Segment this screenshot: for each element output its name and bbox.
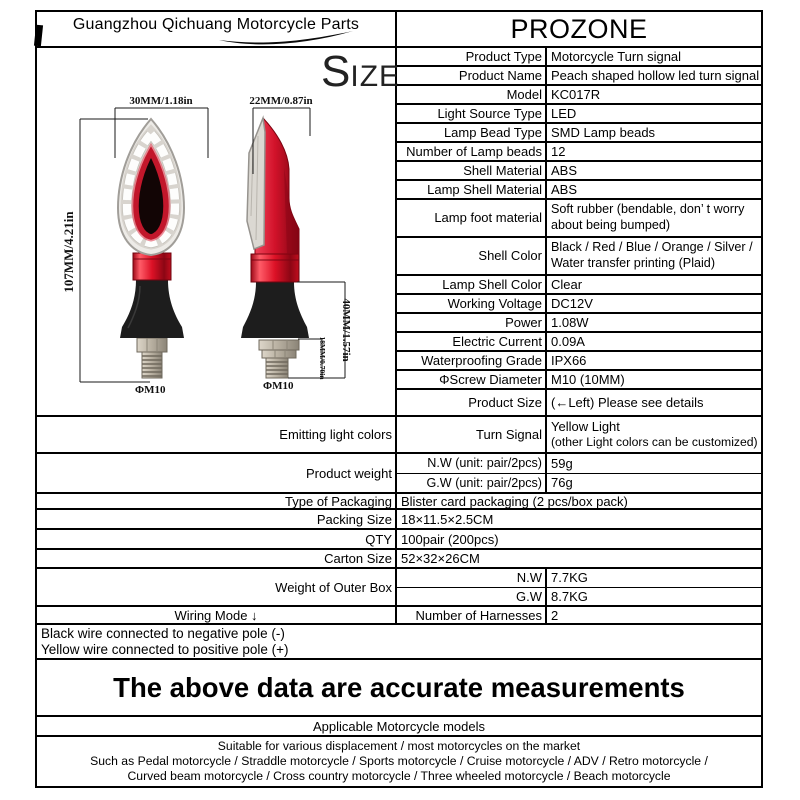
emitting-value: [547, 417, 761, 452]
spec-label: Lamp Bead Type: [397, 124, 547, 141]
table-row: [37, 494, 761, 510]
spec-value: 12: [551, 144, 566, 159]
table-row: [37, 510, 761, 530]
spec-value: 1.08W: [551, 315, 589, 330]
spec-label: Lamp foot material: [397, 200, 547, 236]
spec-value: LED: [551, 106, 577, 121]
table-row: [37, 530, 761, 550]
side-stem-label: 40MM/1.57in: [340, 298, 352, 362]
applicable-models-title: Applicable Motorcycle models: [37, 717, 761, 737]
spec-value: Black / Red / Blue / Orange / Silver / Water transfer printing (Plaid): [551, 240, 753, 270]
table-row: [397, 181, 761, 200]
spec-label: Lamp Shell Material: [397, 181, 547, 198]
spec-label: Waterproofing Grade: [397, 352, 547, 369]
carton-size-value: 52×32×26CM: [401, 551, 480, 566]
table-row: [397, 200, 761, 238]
harnesses-value: 2: [551, 607, 559, 623]
details-table: [37, 415, 761, 627]
table-row: [37, 550, 761, 569]
front-width-label: 30MM/1.18in: [129, 95, 193, 107]
swoosh-underline: [217, 29, 357, 46]
packaging-type-value: Blister card packaging (2 pcs/box pack): [401, 494, 628, 508]
spec-value: SMD Lamp beads: [551, 125, 656, 140]
spec-table: [397, 48, 761, 415]
spec-label: Power: [397, 314, 547, 331]
carton-size-label: Carton Size: [37, 550, 397, 567]
spec-value: Peach shaped hollow led turn signal: [551, 68, 760, 83]
outer-gw-label: G.W: [397, 588, 547, 606]
company-header: [37, 12, 397, 48]
outer-nw-label: N.W: [397, 569, 547, 587]
side-thread-label: 18MM/0.70in: [318, 336, 327, 380]
turn-signal-label: Turn Signal: [397, 417, 547, 452]
wiring-note-black: Black wire connected to negative pole (-): [41, 626, 285, 641]
spec-value: KC017R: [551, 87, 601, 102]
applicable-models-text: [37, 737, 761, 786]
product-weight-label: Product weight: [37, 454, 397, 492]
front-screw-label: ΦM10: [135, 384, 166, 396]
emitting-label: Emitting light colors: [37, 417, 397, 452]
table-row: [397, 314, 761, 333]
spec-value: (←Left) Please see details: [551, 395, 704, 410]
spec-label: Working Voltage: [397, 295, 547, 312]
harnesses-label: Number of Harnesses: [397, 607, 547, 623]
table-row: [397, 454, 761, 474]
table-row: [397, 569, 761, 588]
wiring-note-yellow: Yellow wire connected to positive pole (+): [41, 642, 289, 657]
side-screw-label: ΦM10: [263, 380, 294, 392]
table-row: [397, 124, 761, 143]
size-heading: [321, 47, 401, 102]
table-row: [397, 371, 761, 390]
accuracy-statement: The above data are accurate measurements: [37, 660, 761, 717]
gw-label: G.W (unit: pair/2pcs): [397, 474, 547, 493]
table-row: [397, 86, 761, 105]
applicable-line3: Curved beam motorcycle / Cross country motorcycle / Three wheeled motorcycle / Beach motorcycle: [127, 769, 671, 783]
spec-value: Soft rubber (bendable, don’ t worry about being bumped): [551, 202, 745, 232]
nw-value: 59g: [551, 455, 573, 471]
gw-value: 76g: [551, 475, 573, 491]
qty-label: QTY: [37, 530, 397, 548]
size-heading-rest: IZE: [350, 60, 401, 93]
spec-label: Product Size: [397, 390, 547, 415]
spec-label: Product Type: [397, 48, 547, 65]
packing-size-value: 18×11.5×2.5CM: [401, 511, 494, 527]
company-name: Guangzhou Qichuang Motorcycle Parts: [72, 16, 360, 33]
table-row: [397, 162, 761, 181]
spec-value: ABS: [551, 182, 578, 197]
spec-value: Motorcycle Turn signal: [551, 49, 682, 64]
outer-box-subtable: [397, 569, 761, 605]
applicable-line1: Suitable for various displacement / most motorcycles on the market: [217, 739, 581, 753]
outer-nw-value: 7.7KG: [551, 570, 588, 586]
table-row: [397, 105, 761, 124]
spec-label: Shell Color: [397, 238, 547, 274]
spec-value: 0.09A: [551, 334, 585, 349]
spec-label: ΦScrew Diameter: [397, 371, 547, 388]
spec-value: ABS: [551, 163, 578, 178]
table-row: [397, 276, 761, 295]
spec-label: Number of Lamp beads: [397, 143, 547, 160]
spec-label: Light Source Type: [397, 105, 547, 122]
outer-box-label: Weight of Outer Box: [37, 569, 397, 605]
nw-label: N.W (unit: pair/2pcs): [397, 454, 547, 473]
table-row: [37, 607, 761, 625]
packing-size-label: Packing Size: [37, 510, 397, 528]
spec-label: Electric Current: [397, 333, 547, 350]
product-diagram-area: [37, 47, 401, 415]
table-row: [397, 295, 761, 314]
table-row: [397, 48, 761, 67]
table-row: [397, 67, 761, 86]
spec-value: M10 (10MM): [551, 372, 625, 387]
spec-value: Clear: [551, 277, 583, 292]
table-row: [37, 417, 761, 454]
wiring-notes: [37, 625, 761, 660]
emitting-value-line1: Yellow Light: [551, 419, 620, 435]
table-row: [397, 390, 761, 415]
turn-signal-diagram: [37, 48, 397, 415]
qty-value: 100pair (200pcs): [401, 531, 499, 547]
spec-value: DC12V: [551, 296, 593, 311]
weight-subtable: [397, 454, 761, 492]
outer-frame: [35, 10, 763, 788]
table-row: [397, 474, 761, 493]
table-row: [397, 143, 761, 162]
table-row: [397, 333, 761, 352]
brand-title: PROZONE: [397, 12, 761, 48]
table-row: [37, 454, 761, 494]
outer-gw-value: 8.7KG: [551, 588, 588, 604]
wiring-mode-label: Wiring Mode ↓: [37, 607, 397, 623]
spec-value: IPX66: [551, 353, 587, 368]
ink-mark: [34, 25, 43, 47]
table-row: [397, 588, 761, 606]
front-view-photo: [118, 119, 184, 378]
table-row: [397, 352, 761, 371]
packaging-type-label: Type of Packaging: [37, 494, 397, 508]
applicable-line2: Such as Pedal motorcycle / Straddle motorcycle / Sports motorcycle / Cruise motorcycle / ADV / Retro motorcycle /: [90, 754, 708, 768]
spec-label: Model: [397, 86, 547, 103]
front-height-label: 107MM/4.21in: [61, 211, 76, 293]
spec-label: Lamp Shell Color: [397, 276, 547, 293]
side-width-label: 22MM/0.87in: [249, 95, 313, 107]
spec-label: Product Name: [397, 67, 547, 84]
size-heading-initial: S: [321, 47, 351, 96]
spec-label: Shell Material: [397, 162, 547, 179]
table-row: [37, 569, 761, 607]
emitting-value-line2: (other Light colors can be customized): [551, 434, 758, 449]
table-row: [397, 238, 761, 276]
